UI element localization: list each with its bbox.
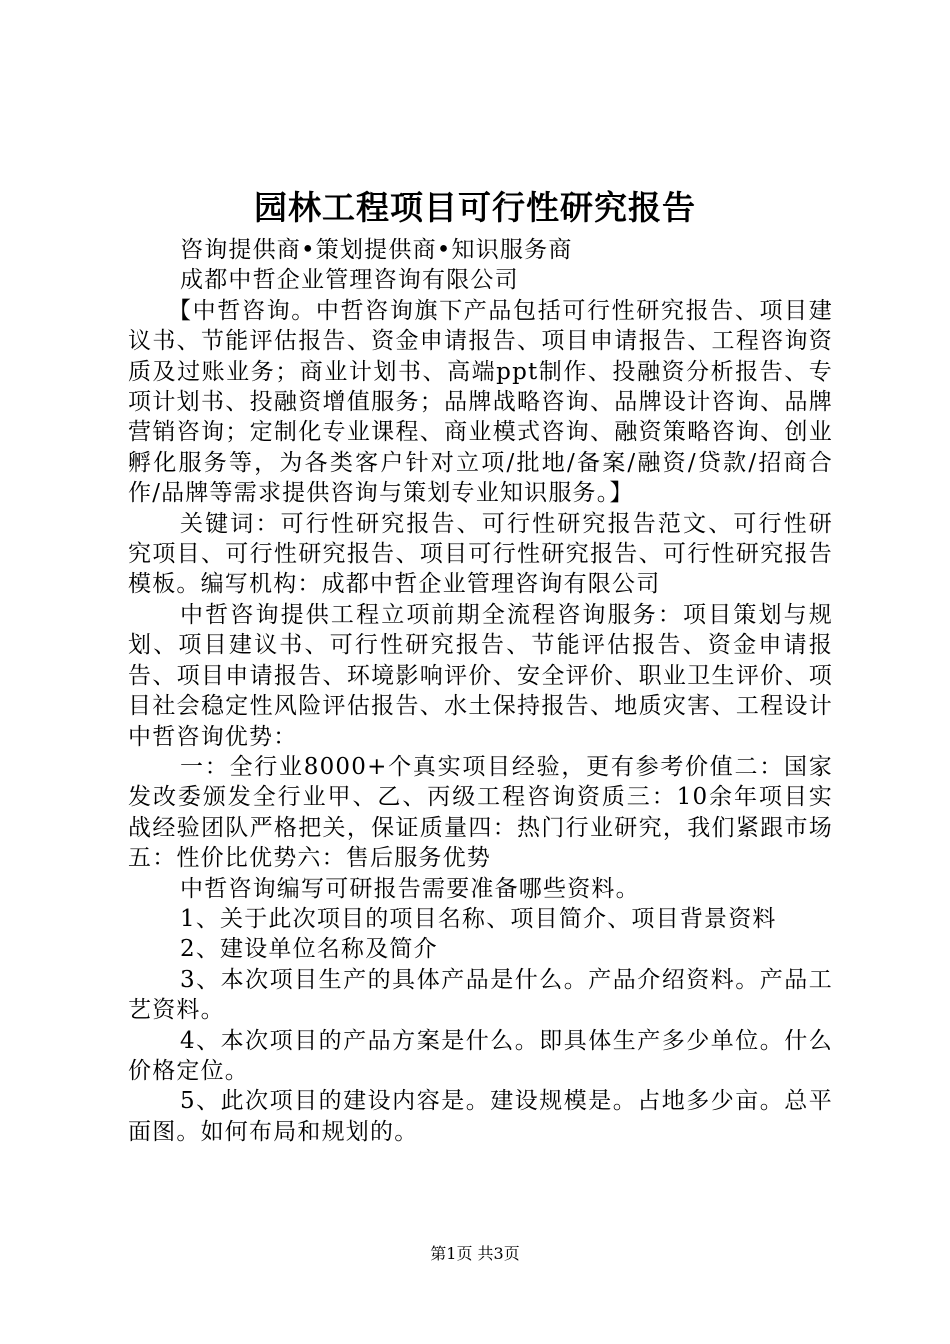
page-number-footer: 第1页 共3页 — [430, 1244, 520, 1263]
list-item-2: 2、建设单位名称及简介 — [180, 936, 438, 963]
list-item-5: 5、此次项目的建设内容是。建设规模是。占地多少亩。总平面图。如何布局和规划的。 — [128, 1088, 833, 1145]
list-item-4: 4、本次项目的产品方案是什么。即具体生产多少单位。什么价格定位。 — [128, 1027, 833, 1084]
paragraph-materials-heading: 中哲咨询编写可研报告需要准备哪些资料。 — [180, 875, 640, 902]
paragraph-intro: 【中哲咨询。中哲咨询旗下产品包括可行性研究报告、项目建议书、节能评估报告、资金申请报告、项目申请报告、工程咨询资质及过账业务；商业计划书、高端ppt制作、投融资分析报告、专项计划书、投融资增值服务；品牌战略咨询、品牌设计咨询、品牌营销咨询；定制化专业课程、商业模式咨询、融资策略咨询、创业孵化服务等，为各类客户针对立项/批地/备案/融资/贷款/招商合作/品牌等需求提供咨询与策划专业知识服务。】 — [128, 297, 833, 507]
document-title: 园林工程项目可行性研究报告 — [254, 188, 696, 227]
paragraph-services: 中哲咨询提供工程立项前期全流程咨询服务：项目策划与规划、项目建议书、可行性研究报告、节能评估报告、资金申请报告、项目申请报告、环境影响评价、安全评价、职业卫生评价、项目社会稳定性风险评估报告、水土保持报告、地质灾害、工程设计中哲咨询优势： — [128, 601, 833, 750]
paragraph-company: 成都中哲企业管理咨询有限公司 — [180, 267, 519, 294]
document-body — [128, 235, 833, 1147]
paragraph-tagline: 咨询提供商•策划提供商•知识服务商 — [180, 237, 573, 263]
list-item-1: 1、关于此次项目的项目名称、项目简介、项目背景资料 — [180, 905, 777, 932]
list-item-3: 3、本次项目生产的具体产品是什么。产品介绍资料。产品工艺资料。 — [128, 966, 833, 1024]
paragraph-keywords: 关键词：可行性研究报告、可行性研究报告范文、可行性研究项目、可行性研究报告、项目可行性研究报告、可行性研究报告模板。编写机构：成都中哲企业管理咨询有限公司 — [128, 510, 833, 598]
paragraph-advantages: 一：全行业8000+个真实项目经验，更有参考价值二：国家发改委颁发全行业甲、乙、丙级工程咨询资质三：10余年项目实战经验团队严格把关，保证质量四：热门行业研究，我们紧跟市场五：性价比优势六：售后服务优势 — [128, 753, 833, 872]
